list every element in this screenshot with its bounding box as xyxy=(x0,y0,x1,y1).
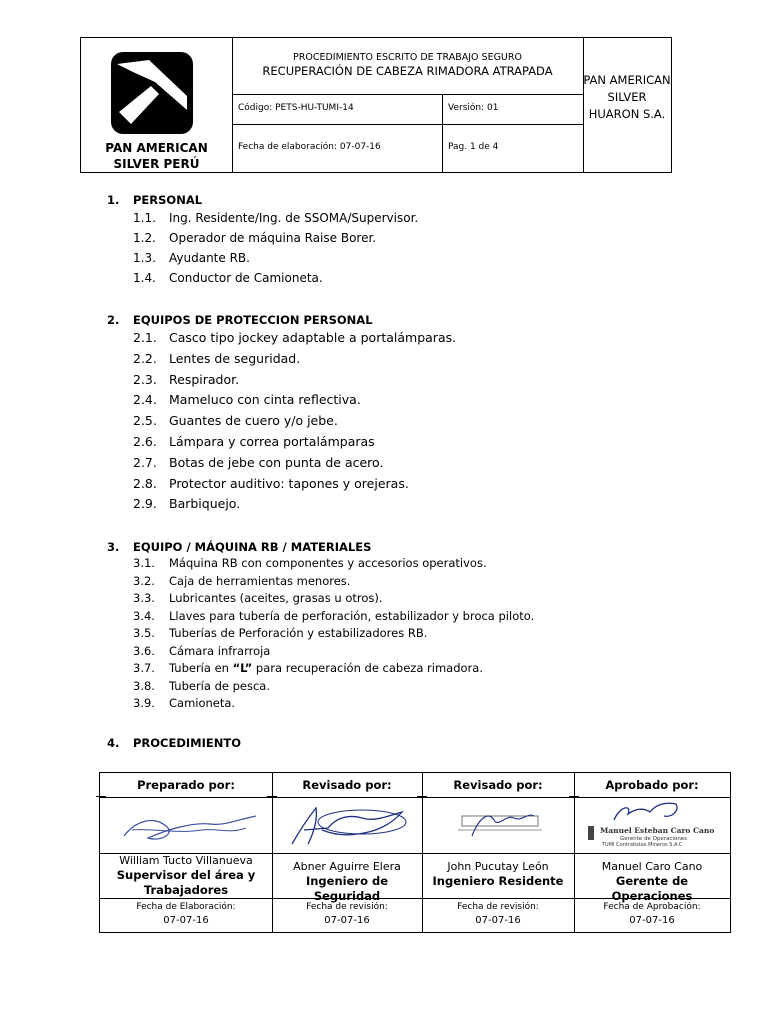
date-value: 07-07-16 xyxy=(629,915,675,926)
company-cell xyxy=(583,38,671,172)
list-item: 1.1. Ing. Residente/Ing. de SSOMA/Supervisor. xyxy=(133,211,419,225)
list-item: 1.4. Conductor de Camioneta. xyxy=(133,271,323,285)
stamp-company: TUMI Contratistas Mineros S.A.C xyxy=(602,842,683,848)
divider xyxy=(569,796,579,797)
list-item: 2.9. Barbiquejo. xyxy=(133,496,241,512)
logo-cell xyxy=(81,38,233,172)
section-title: PERSONAL xyxy=(133,193,203,207)
document-header xyxy=(80,37,672,173)
document-code: Código: PETS-HU-TUMI-14 xyxy=(238,103,354,113)
approver-name: Abner Aguirre Elera xyxy=(293,860,401,873)
list-item: 3.3. Lubricantes (aceites, grasas u otros). xyxy=(133,591,383,605)
list-item: 2.2. Lentes de seguridad. xyxy=(133,350,301,366)
approval-role: Preparado por: xyxy=(137,778,235,792)
section-title: EQUIPOS DE PROTECCION PERSONAL xyxy=(133,313,373,327)
section-number: 3. xyxy=(107,540,120,554)
personal-list xyxy=(107,208,418,288)
list-item: 3.5. Tuberías de Perforación y estabilizadores RB. xyxy=(133,626,428,640)
approval-role: Revisado por: xyxy=(453,778,543,792)
list-item: 2.5. Guantes de cuero y/o jebe. xyxy=(133,413,338,429)
approver-title: Ingeniero de Seguridad xyxy=(305,874,389,903)
date-prepared: Fecha de elaboración: 07-07-16 xyxy=(238,142,381,152)
date-label: Fecha de revisión: xyxy=(457,902,539,912)
document-version: Versión: 01 xyxy=(448,103,499,113)
list-item: 2.3. Respirador. xyxy=(133,371,240,387)
approver-title: Ingeniero Residente xyxy=(432,874,564,888)
section-equipment xyxy=(107,539,534,713)
section-number: 4. xyxy=(107,736,120,750)
approver-name: John Pucutay León xyxy=(447,860,549,873)
date-label: Fecha de revisión: xyxy=(306,902,388,912)
approval-prepared xyxy=(100,773,273,932)
approvals-table xyxy=(99,772,731,933)
section-number: 1. xyxy=(107,193,120,207)
approval-reviewed-resident xyxy=(422,773,575,932)
ppe-list xyxy=(107,328,456,515)
list-item: 2.8. Protector auditivo: tapones y orejeras. xyxy=(133,475,409,491)
list-item: 2.6. Lámpara y correa portalámparas xyxy=(133,433,375,449)
header-info xyxy=(232,38,584,172)
approver-title: Supervisor del área y Trabajadores xyxy=(116,868,256,897)
list-item: 2.7. Botas de jebe con punta de acero. xyxy=(133,454,384,470)
divider xyxy=(417,796,427,797)
approval-approved xyxy=(574,773,731,932)
approval-role: Revisado por: xyxy=(302,778,392,792)
signature xyxy=(100,797,272,854)
divider xyxy=(267,796,277,797)
list-item: 3.8. Tubería de pesca. xyxy=(133,678,270,693)
section-title: EQUIPO / MÁQUINA RB / MATERIALES xyxy=(133,540,372,554)
stamp-title: Gerente de Operaciones xyxy=(620,836,688,842)
procedure-type: PROCEDIMIENTO ESCRITO DE TRABAJO SEGURO xyxy=(293,52,522,63)
procedure-title: RECUPERACIÓN DE CABEZA RIMADORA ATRAPADA xyxy=(262,64,553,78)
date-value: 07-07-16 xyxy=(163,915,209,926)
date-value: 07-07-16 xyxy=(475,915,521,926)
list-item: 1.2. Operador de máquina Raise Borer. xyxy=(133,231,377,245)
list-item: 3.7. Tubería en “L” para recuperación de cabeza rimadora. xyxy=(133,661,483,675)
section-title: PROCEDIMIENTO xyxy=(133,736,242,750)
section-ppe xyxy=(107,312,456,515)
signature xyxy=(272,797,422,854)
company-name-right: PAN AMERICAN SILVER HUARON S.A. xyxy=(583,73,671,121)
list-item: 3.4. Llaves para tubería de perforación, estabilizador y broca piloto. xyxy=(133,608,535,623)
title-cell xyxy=(232,38,583,95)
list-item: 2.1. Casco tipo jockey adaptable a portalámparas. xyxy=(133,330,457,345)
section-procedure xyxy=(107,735,241,751)
signature xyxy=(422,797,574,854)
page-number: Pag. 1 de 4 xyxy=(448,142,499,152)
approver-title: Gerente de Operaciones xyxy=(611,874,693,903)
date-row xyxy=(232,124,583,172)
approval-reviewed-safety xyxy=(272,773,423,932)
code-row xyxy=(232,94,583,125)
pickaxe-logo-icon xyxy=(111,52,193,134)
approver-name: William Tucto Villanueva xyxy=(119,854,253,867)
signature xyxy=(574,797,730,854)
equipment-list xyxy=(107,555,534,713)
approval-role: Aprobado por: xyxy=(605,778,699,792)
divider xyxy=(96,796,106,797)
date-label: Fecha de Aprobación: xyxy=(603,902,701,912)
section-number: 2. xyxy=(107,313,120,327)
date-label: Fecha de Elaboración: xyxy=(136,902,236,912)
list-item: 3.9. Camioneta. xyxy=(133,696,236,710)
list-item: 1.3. Ayudante RB. xyxy=(133,251,250,265)
section-personal xyxy=(107,192,418,288)
list-item: 3.2. Caja de herramientas menores. xyxy=(133,573,351,588)
list-item: 3.1. Máquina RB con componentes y accesorios operativos. xyxy=(133,556,487,570)
list-item: 3.6. Cámara infrarroja xyxy=(133,643,271,658)
date-value: 07-07-16 xyxy=(324,915,370,926)
company-name-left: PAN AMERICAN SILVER PERÚ xyxy=(105,141,208,171)
approver-name: Manuel Caro Cano xyxy=(601,860,703,873)
list-item: 2.4. Mameluco con cinta reflectiva. xyxy=(133,392,361,408)
stamp-name: Manuel Esteban Caro Cano xyxy=(600,826,715,835)
